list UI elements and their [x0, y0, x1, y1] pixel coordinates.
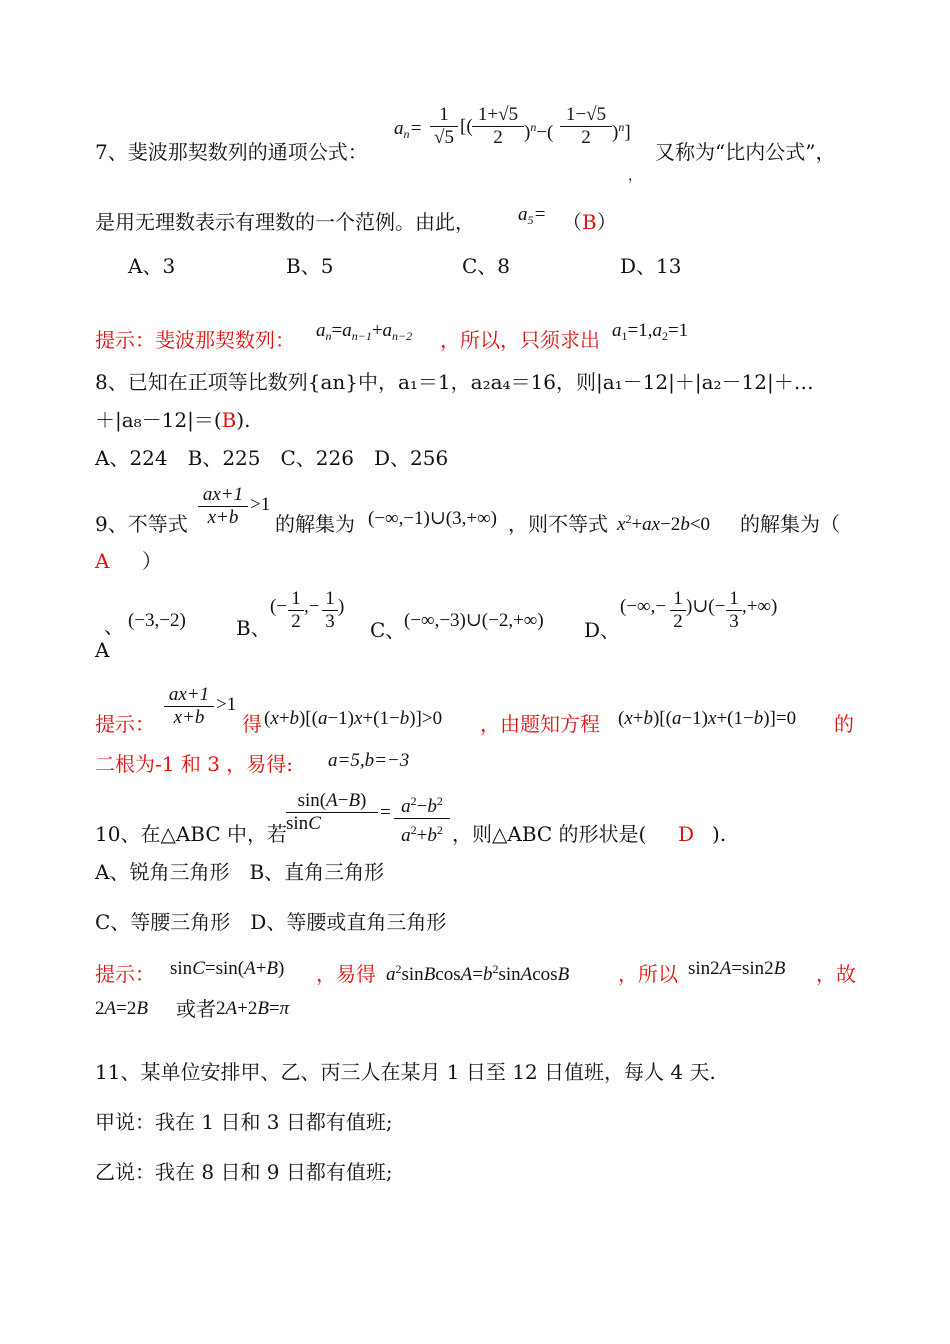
q7-after: 又称为“比内公式”， — [655, 140, 836, 164]
q9-hint-equation: (x+b)[(a−1)x+(1−b)]=0 — [618, 708, 797, 729]
q11-line1: 11、某单位安排甲、乙、丙三人在某月 1 日至 12 日值班，每人 4 天. — [95, 1060, 716, 1084]
q10-hint-gu: ，故 — [816, 962, 856, 986]
q9-solution-set: (−∞,−1)∪(3,+∞) — [368, 508, 497, 529]
q10-hint-easy: ，易得 — [316, 962, 376, 986]
q7-option-c: C、8 — [462, 254, 511, 278]
q8-options: A、224 B、225 C、226 D、256 — [95, 446, 449, 470]
q9-option-b-label: B、 — [236, 616, 271, 640]
q9-hint-de: 的 — [834, 712, 854, 736]
q9-option-c-label: C、 — [370, 618, 406, 642]
q9-hint-label: 提示： — [95, 712, 155, 736]
q7-option-a: A、3 — [128, 254, 176, 278]
q10-close: ). — [712, 822, 727, 846]
q7-answer: （B） — [562, 210, 617, 234]
q9-label: 9、不等式 — [95, 512, 188, 536]
q9-close: ） — [142, 549, 162, 573]
q10-hint-label: 提示： — [95, 962, 155, 986]
q9-mid: 的解集为 — [275, 512, 355, 536]
q9-end: 的解集为（ — [740, 512, 840, 536]
q9-hint-result: a=5,b=−3 — [328, 750, 410, 771]
q10-options-1: A、锐角三角形 B、直角三角形 — [95, 860, 385, 884]
q10-hint-eq1: sinC=sin(A+B) — [170, 958, 285, 979]
q9-hint-line2: 二根为-1 和 3 ，易得: — [95, 752, 294, 776]
q9-answer: A — [95, 549, 110, 573]
q10-hint-so: ，所以 — [618, 962, 678, 986]
q10-options-2: C、等腰三角形 D、等腰或直角三角形 — [95, 910, 447, 934]
q7-line2: 是用无理数表示有理数的一个范例。由此， — [95, 210, 475, 234]
q9-hint-get: 得 — [242, 712, 262, 736]
q10-hint-eq2: $a^2sinBcosA=b^2sinAcosB$ — [386, 962, 570, 985]
q9-option-d-label: D、 — [584, 618, 621, 642]
q7-comma: ， — [628, 168, 642, 184]
q9-option-a-tail: 、 — [104, 614, 124, 638]
q9-inequality: $x^2+ax-2b<0$ — [617, 512, 711, 535]
q9-option-c-value: (−∞,−3)∪(−2,+∞) — [404, 610, 544, 631]
q7-a5: $a_5=$ — [518, 204, 547, 227]
q7-hint-recurrence: $a_n=a_{n-1}+a_{n-2}$ — [316, 320, 413, 343]
q9-hint-expr: (x+b)[(a−1)x+(1−b)]>0 — [264, 708, 443, 729]
q10-hint-eq3: sin2A=sin2B — [688, 958, 786, 979]
q11-line3: 乙说：我在 8 日和 9 日都有值班; — [95, 1160, 393, 1184]
q10-tail: ，则△ABC 的形状是( — [452, 822, 647, 846]
q8-line1: 8、已知在正项等比数列{an}中，a₁＝1，a₂a₄＝16，则|a₁－12|＋|a₂－12|＋… — [95, 370, 814, 394]
q7-hint-label: 提示：斐波那契数列： — [95, 328, 295, 352]
q9-mid2: ，则不等式 — [508, 512, 608, 536]
q10-label: 10、在△ABC 中，若 — [95, 822, 288, 846]
q9-hint-mid: ，由题知方程 — [480, 712, 600, 736]
q8-line2: ＋|a₈－12|＝(B). — [95, 408, 251, 432]
q11-line2: 甲说：我在 1 日和 3 日都有值班; — [95, 1110, 393, 1134]
q7-option-d: D、13 — [620, 254, 682, 278]
q9-option-a-label: A — [95, 638, 110, 662]
q7-label: 7、斐波那契数列的通项公式： — [95, 140, 368, 164]
q9-option-a-value: (−3,−2) — [128, 610, 186, 631]
q10-answer: D — [678, 822, 695, 846]
q7-hint-initial: $a_1=1,a_2=1$ — [612, 320, 689, 343]
q7-hint-mid: ，所以，只须求出 — [440, 328, 600, 352]
q7-option-b: B、5 — [286, 254, 334, 278]
